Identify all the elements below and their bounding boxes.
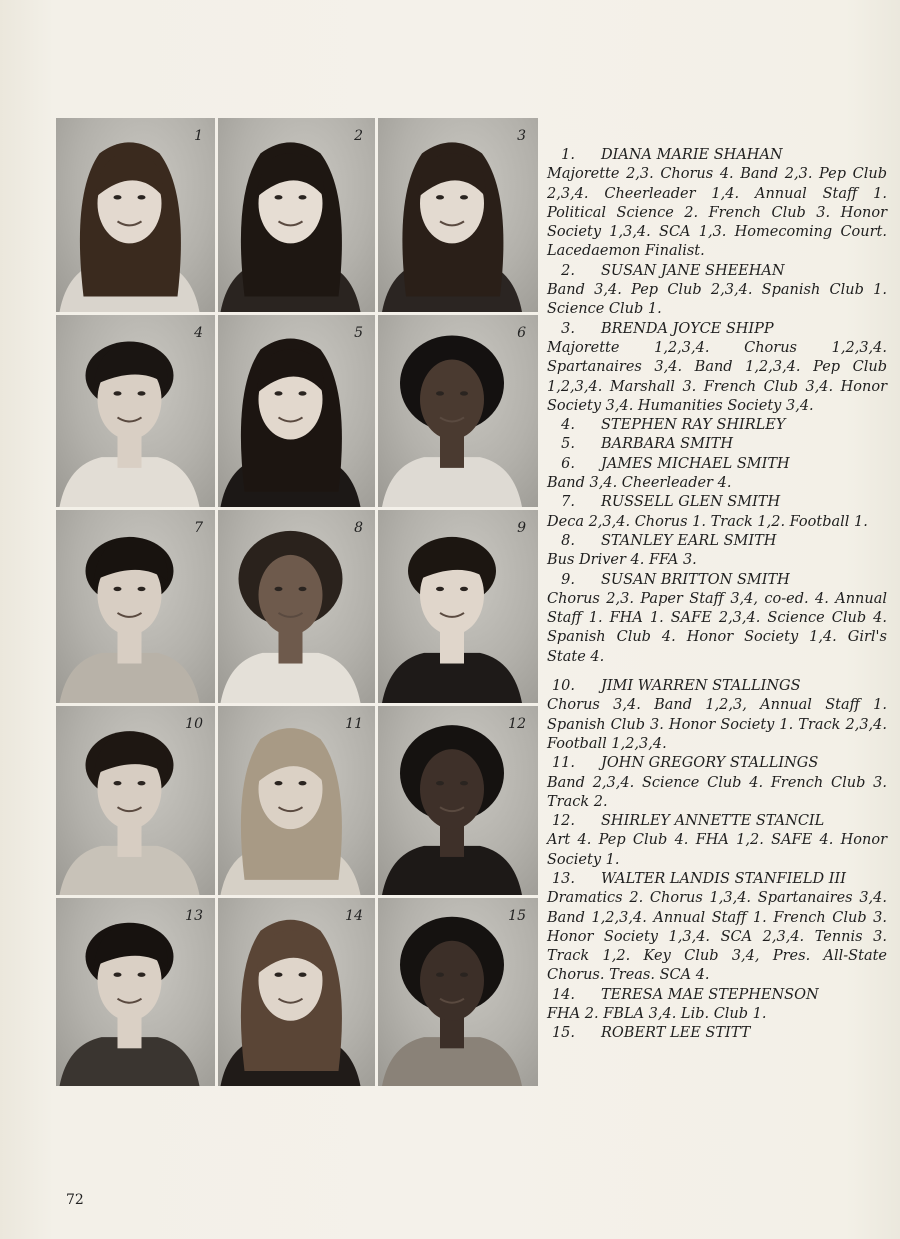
entry-number: 3. <box>561 320 575 337</box>
student-activities: Band 3,4. Cheerleader 4. <box>547 475 732 492</box>
entry-number: 8. <box>561 532 575 549</box>
caption-entry-1 <box>547 146 887 262</box>
photo-number: 1 <box>194 128 203 144</box>
entry-name: ROBERT LEE STITT <box>601 1025 751 1042</box>
entry-number: 15. <box>551 1025 575 1042</box>
portrait-illustration <box>218 898 375 1086</box>
student-name <box>547 455 887 474</box>
student-name <box>547 532 887 551</box>
student-activities: Bus Driver 4. FFA 3. <box>547 552 697 569</box>
photo-number: 2 <box>354 128 363 144</box>
entry-number: 7. <box>561 494 575 511</box>
portrait-illustration <box>56 706 215 895</box>
entry-number: 1. <box>561 147 575 163</box>
photo-number: 8 <box>354 520 363 536</box>
portrait-illustration <box>56 118 215 312</box>
caption-entry-2 <box>547 262 887 320</box>
student-photo-13 <box>56 898 215 1086</box>
caption-entry-11 <box>547 754 887 812</box>
entry-name: STEPHEN RAY SHIRLEY <box>601 417 786 434</box>
caption-entry-13 <box>547 870 887 986</box>
photo-number: 12 <box>508 716 526 732</box>
entry-name: SHIRLEY ANNETTE STANCIL <box>601 813 825 830</box>
student-name <box>547 754 887 773</box>
photo-number: 14 <box>345 908 363 924</box>
caption-entry-10 <box>547 677 887 754</box>
portrait-illustration <box>218 706 375 895</box>
entry-name: JOHN GREGORY STALLINGS <box>601 755 819 772</box>
student-activities: Dramatics 2. Chorus 1,3,4. Spartanaires 3,4. Band 1,2,3,4. Annual Staff 1. French Club 3. Honor Society 1,3,4. SCA 2,3,4. Tennis 3. Track 1,2. Key Club 3,4, Pres. All-State Chorus. Treas. SCA 4. <box>547 890 887 984</box>
portrait-illustration <box>218 118 375 312</box>
photo-number: 3 <box>517 128 526 144</box>
student-captions <box>547 146 887 1044</box>
entry-name: STANLEY EARL SMITH <box>601 532 777 549</box>
student-name <box>547 320 887 339</box>
student-photo-4 <box>56 315 215 507</box>
portrait-illustration <box>218 315 375 507</box>
photo-number: 5 <box>354 325 363 341</box>
portrait-illustration <box>56 510 215 703</box>
caption-entry-14 <box>547 986 887 1025</box>
student-photo-1 <box>56 118 215 312</box>
entry-name: RUSSELL GLEN SMITH <box>601 494 781 511</box>
page-number: 72 <box>66 1192 84 1208</box>
caption-entry-3 <box>547 320 887 416</box>
student-name <box>547 416 887 435</box>
entry-number: 11. <box>551 755 575 772</box>
entry-number: 14. <box>551 986 575 1003</box>
student-activities: FHA 2. FBLA 3,4. Lib. Club 1. <box>547 1006 767 1023</box>
caption-entry-7 <box>547 493 887 532</box>
caption-entry-6 <box>547 455 887 494</box>
student-photo-2 <box>218 118 375 312</box>
entry-name: WALTER LANDIS STANFIELD III <box>601 870 846 887</box>
entry-name: BARBARA SMITH <box>601 436 733 453</box>
student-photo-3 <box>378 118 538 312</box>
student-name <box>547 571 887 590</box>
student-name <box>547 146 887 165</box>
student-photo-6 <box>378 315 538 507</box>
student-activities: Band 2,3,4. Science Club 4. French Club 3. Track 2. <box>547 774 887 810</box>
portrait-grid <box>56 118 538 1088</box>
student-name <box>547 986 887 1005</box>
caption-entry-9 <box>547 571 887 667</box>
student-activities: Band 3,4. Pep Club 2,3,4. Spanish Club 1. Science Club 1. <box>547 282 887 318</box>
portrait-illustration <box>378 706 538 895</box>
student-name <box>547 1024 887 1043</box>
entry-name: SUSAN BRITTON SMITH <box>601 571 790 588</box>
caption-entry-12 <box>547 812 887 870</box>
portrait-illustration <box>56 898 215 1086</box>
portrait-illustration <box>56 315 215 507</box>
student-photo-12 <box>378 706 538 895</box>
student-name <box>547 677 887 696</box>
photo-number: 11 <box>345 716 363 732</box>
student-activities: Majorette 2,3. Chorus 4. Band 2,3. Pep Club 2,3,4. Cheerleader 1,4. Annual Staff 1. Political Science 2. French Club 3. Honor Society 1,3,4. SCA 1,3. Homecoming Court. Lacedaemon Finalist. <box>547 166 887 260</box>
caption-entry-5 <box>547 435 887 454</box>
student-activities: Deca 2,3,4. Chorus 1. Track 1,2. Football 1. <box>547 513 868 530</box>
photo-number: 4 <box>194 325 203 341</box>
entry-number: 9. <box>561 571 575 588</box>
student-name <box>547 262 887 281</box>
student-name <box>547 493 887 512</box>
student-photo-9 <box>378 510 538 703</box>
student-photo-8 <box>218 510 375 703</box>
student-photo-7 <box>56 510 215 703</box>
caption-entry-15 <box>547 1024 887 1043</box>
entry-number: 4. <box>561 417 575 434</box>
photo-number: 15 <box>508 908 526 924</box>
entry-name: JIMI WARREN STALLINGS <box>601 678 801 695</box>
entry-name: JAMES MICHAEL SMITH <box>601 455 790 472</box>
student-photo-10 <box>56 706 215 895</box>
photo-number: 9 <box>517 520 526 536</box>
portrait-illustration <box>378 315 538 507</box>
entry-number: 13. <box>551 870 575 887</box>
student-name <box>547 812 887 831</box>
entry-number: 5. <box>561 436 575 453</box>
entry-name: TERESA MAE STEPHENSON <box>601 986 819 1003</box>
portrait-illustration <box>378 510 538 703</box>
photo-number: 10 <box>185 716 203 732</box>
student-activities: Chorus 2,3. Paper Staff 3,4, co-ed. 4. Annual Staff 1. FHA 1. SAFE 2,3,4. Science Club 4. Spanish Club 4. Honor Society 1,4. Girl's State 4. <box>547 590 887 665</box>
student-activities: Majorette 1,2,3,4. Chorus 1,2,3,4. Spartanaires 3,4. Band 1,2,3,4. Pep Club 1,2,3,4. Marshall 3. French Club 3,4. Honor Society 3,4. Humanities Society 3,4. <box>547 339 887 414</box>
student-photo-5 <box>218 315 375 507</box>
student-name <box>547 870 887 889</box>
portrait-illustration <box>218 510 375 703</box>
photo-number: 7 <box>194 520 203 536</box>
student-photo-15 <box>378 898 538 1086</box>
student-activities: Art 4. Pep Club 4. FHA 1,2. SAFE 4. Honor Society 1. <box>547 832 887 868</box>
photo-number: 6 <box>517 325 526 341</box>
caption-entry-4 <box>547 416 887 435</box>
student-photo-14 <box>218 898 375 1086</box>
entry-name: BRENDA JOYCE SHIPP <box>601 320 774 337</box>
entry-number: 2. <box>561 262 575 279</box>
student-name <box>547 435 887 454</box>
entry-name: SUSAN JANE SHEEHAN <box>601 262 785 279</box>
entry-number: 12. <box>551 813 575 830</box>
entry-number: 10. <box>551 678 575 695</box>
caption-entry-8 <box>547 532 887 571</box>
student-photo-11 <box>218 706 375 895</box>
student-activities: Chorus 3,4. Band 1,2,3, Annual Staff 1. Spanish Club 3. Honor Society 1. Track 2,3,4. Football 1,2,3,4. <box>547 697 887 752</box>
portrait-illustration <box>378 898 538 1086</box>
entry-number: 6. <box>561 455 575 472</box>
entry-name: DIANA MARIE SHAHAN <box>601 147 783 163</box>
photo-number: 13 <box>185 908 203 924</box>
portrait-illustration <box>378 118 538 312</box>
